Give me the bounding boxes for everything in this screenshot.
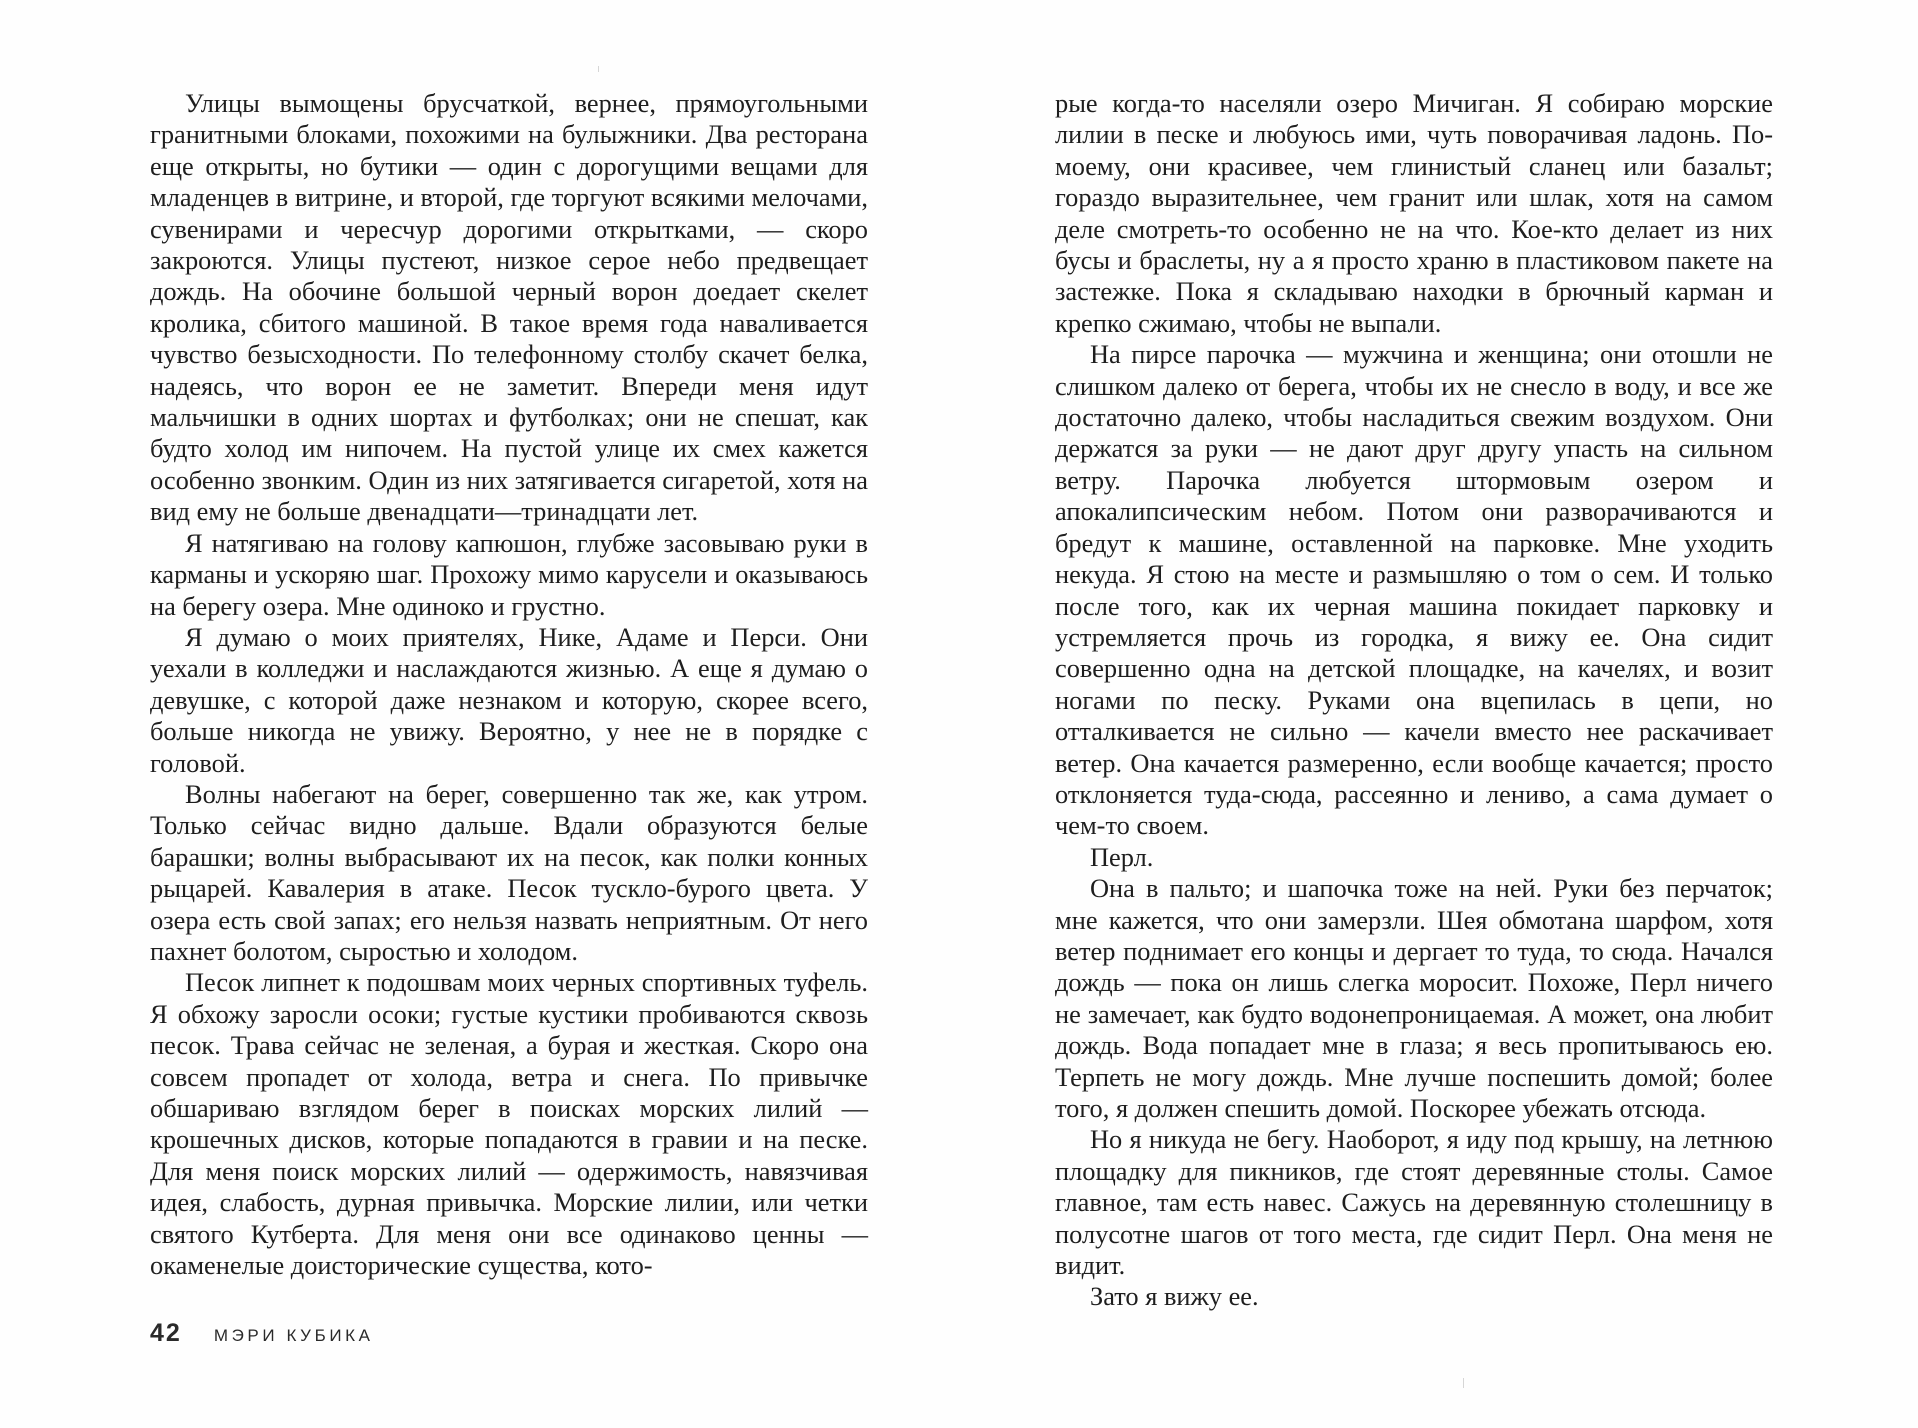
paragraph: Улицы вымощены брусчаткой, вернее, прямоугольными гранитными блоками, похожими на булыжники. Два ресторана еще открыты, но бутики — один с дорогущими вещами для младенцев в витрине, и второй, где торгуют всякими мелочами, сувенирами и чересчур дорогими открытками, — скоро закроются. Улицы пустеют, низкое серое небо предвещает дождь. На обочине большой черный ворон доедает скелет кролика, сбитого машиной. В такое время года наваливается чувство безысходности. По телефонному столбу скачет белка, надеясь, что ворон ее не заметит. Впереди меня идут мальчишки в одних шортах и футболках; они не спешат, как будто холод им нипочем. На пустой улице их смех кажется особенно звонким. Один из них затягивается сигаретой, хотя на вид ему не больше двенадцати—тринадцати лет. (150, 88, 868, 527)
gutter-mark-bottom (1463, 1378, 1464, 1388)
paragraph: Перл. (1090, 841, 1154, 872)
paragraph: Зато я вижу ее. (1090, 1281, 1259, 1312)
paragraph: Песок липнет к подошвам моих черных спортивных туфель. Я обхожу заросли осоки; густые кустики пробиваются сквозь песок. Трава сейчас не зеленая, а бурая и жесткая. Скоро она совсем пропадет от холода, ветра и снега. По привычке обшариваю взглядом берег в поисках морских лилий — крошечных дисков, которые попадаются в гравии и на песке. Для меня поиск морских лилий — одержимость, навязчивая идея, слабость, дурная привычка. Морские лилии, или четки святого Кутберта. Для меня они все одинаково ценны — окаменелые доисторические существа, кото- (150, 967, 868, 1281)
page-footer (150, 1319, 374, 1348)
paragraph: Волны набегают на берег, совершенно так же, как утром. Только сейчас видно дальше. Вдали образуются белые барашки; волны выбрасывают их на песок, как полки конных рыцарей. Кавалерия в атаке. Песок тускло-бурого цвета. У озера есть свой запах; его нельзя назвать неприятным. От него пахнет болотом, сыростью и холодом. (150, 778, 868, 966)
gutter-mark-top (598, 66, 599, 72)
paragraph: На пирсе парочка — мужчина и женщина; они отошли не слишком далеко от берега, чтобы их не снесло в воду, и все же достаточно далеко, чтобы насладиться свежим воздухом. Они держатся за руки — не дают друг другу упасть на сильном ветру. Парочка любуется штормовым озером и апокалипсическим небом. Потом они разворачиваются и бредут к машине, оставленной на парковке. Мне уходить некуда. Я стою на месте и размышляю о том о сем. И только после того, как их черная машина покидает парковку и устремляется прочь из городка, я вижу ее. Она сидит совершенно одна на детской площадке, на качелях, и возит ногами по песку. Руками она вцепилась в цепи, но отталкивается не сильно — качели вместо нее раскачивает ветер. Она качается размеренно, если вообще качается; просто отклоняется туда-сюда, рассеянно и лениво, а сама думает о чем-то своем. (1055, 339, 1773, 841)
right-page (1055, 88, 1773, 1313)
paragraph: рые когда-то населяли озеро Мичиган. Я собираю морские лилии в песке и любуюсь ими, чуть поворачивая ладонь. По-моему, они красивее, чем глинистый сланец или базальт; гораздо выразительнее, чем гранит или шлак, хотя на самом деле смотреть-то особенно не на что. Кое-кто делает из них бусы и браслеты, ну а я просто храню в пластиковом пакете на застежке. Пока я складываю находки в брючный карман и крепко сжимаю, чтобы не выпали. (1055, 88, 1773, 338)
paragraph: Но я никуда не бегу. Наоборот, я иду под крышу, на летнюю площадку для пикников, где стоят деревянные столы. Самое главное, там есть навес. Сажусь на деревянную столешницу в полусотне шагов от того места, где сидит Перл. Она меня не видит. (1055, 1124, 1773, 1281)
left-page (150, 88, 868, 1281)
page-number: 42 (150, 1319, 182, 1347)
paragraph: Она в пальто; и шапочка тоже на ней. Руки без перчаток; мне кажется, что они замерзли. Шея обмотана шарфом, хотя ветер поднимает его концы и дергает то туда, то сюда. Начался дождь — пока он лишь слегка моросит. Похоже, Перл ничего не замечает, как будто водонепроницаемая. А может, она любит дождь. Вода попадает мне в глаза; я весь пропитываюсь ею. Терпеть не могу дождь. Мне лучше поспешить домой; более того, я должен спешить домой. Поскорее убежать отсюда. (1055, 873, 1773, 1123)
paragraph: Я думаю о моих приятелях, Нике, Адаме и Перси. Они уехали в колледжи и наслаждаются жизнью. А еще я думаю о девушке, с которой даже незнаком и которую, скорее всего, больше никогда не увижу. Вероятно, у нее не в порядке с головой. (150, 621, 868, 778)
running-head: МЭРИ КУБИКА (213, 1326, 374, 1345)
paragraph: Я натягиваю на голову капюшон, глубже засовываю руки в карманы и ускоряю шаг. Прохожу мимо карусели и оказываюсь на берегу озера. Мне одиноко и грустно. (150, 527, 868, 621)
